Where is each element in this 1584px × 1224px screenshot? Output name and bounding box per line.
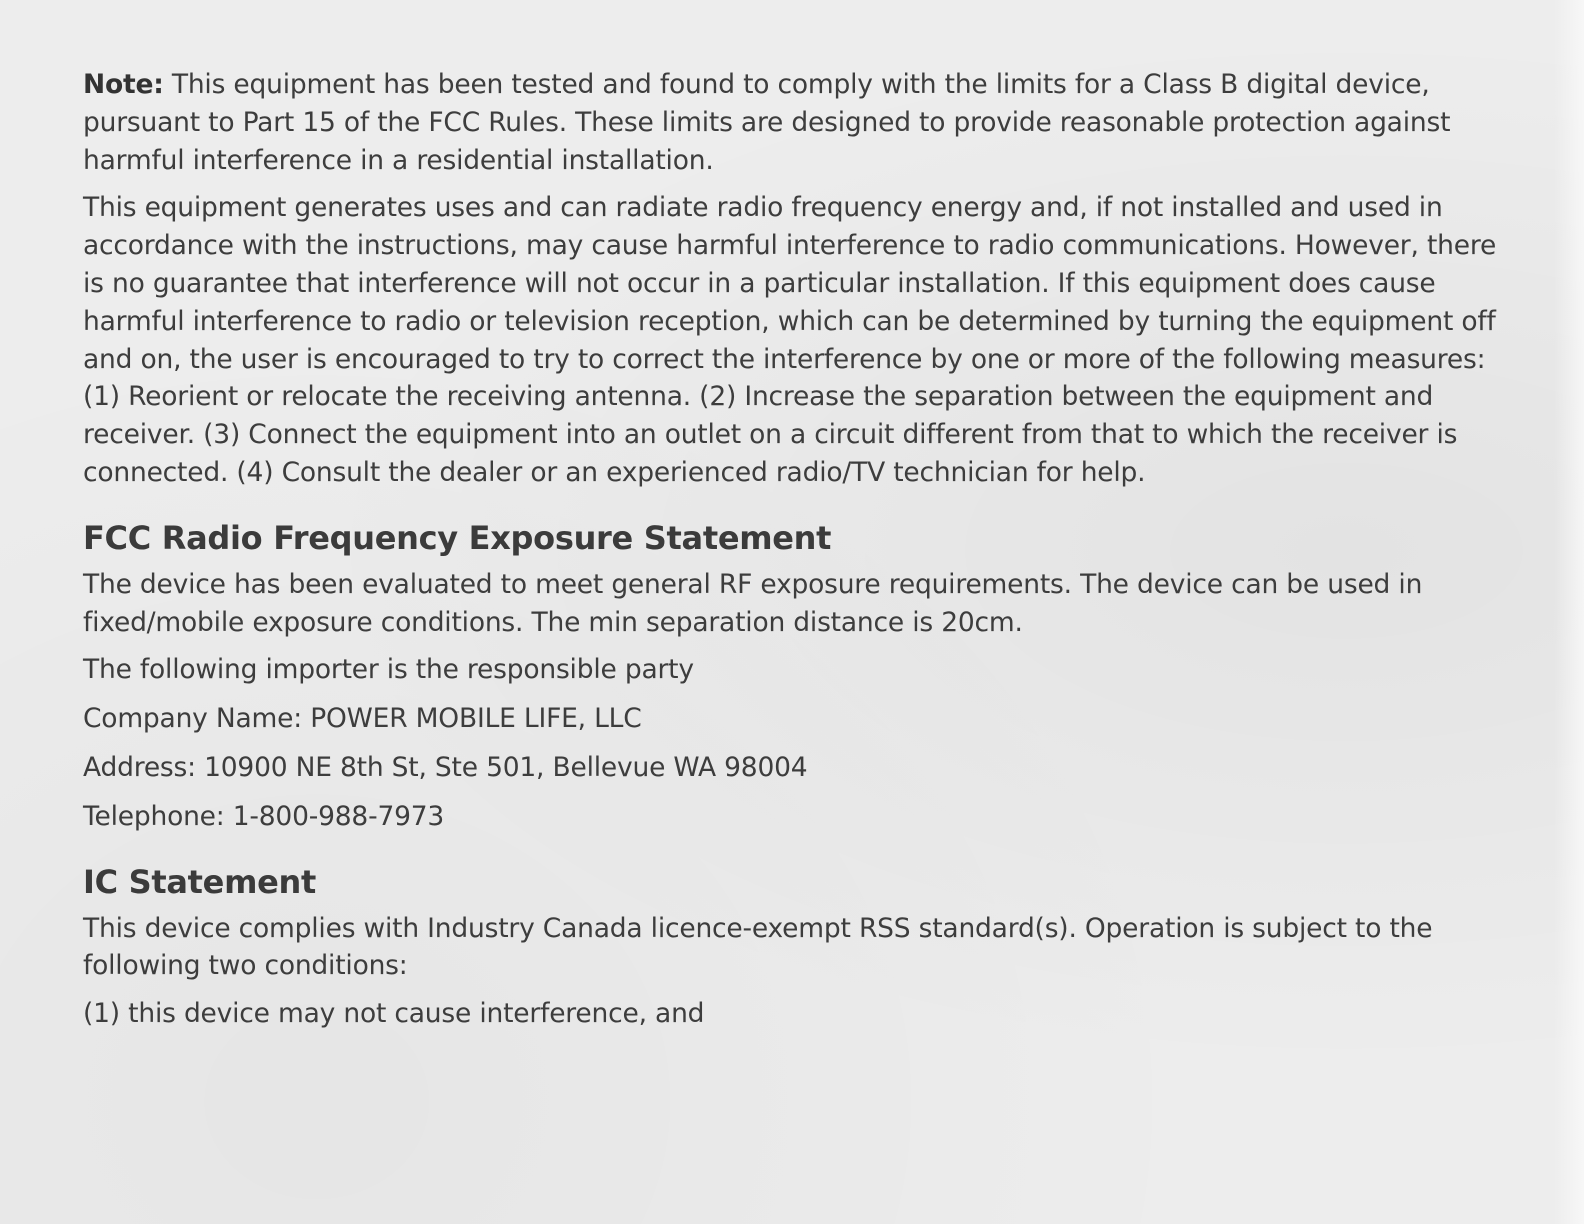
telephone-line: Telephone: 1-800-988-7973 <box>83 800 445 832</box>
interference-paragraph: This equipment generates uses and can radiate radio frequency energy and, if not installed and used in accordance with the instructions, may cause harmful interference to radio communications. However, there is no guarantee that interference will not occur in a particular installation. If this equipment does cause harmful interference to radio or television reception, which can be determined by turning the equipment off and on, the user is encouraged to try to correct the interference by one or more of the following measures: (1) Reorient or relocate the receiving antenna. (2) Increase the separation between the equipment and receiver. (3) Connect the equipment into an outlet on a circuit different from that to which the receiver is connected. (4) Consult the dealer or an experienced radio/TV technician for help. <box>83 192 1497 488</box>
ic-condition-1: (1) this device may not cause interference, and <box>83 998 705 1030</box>
note-paragraph <box>83 66 1513 179</box>
company-name-line: Company Name: POWER MOBILE LIFE, LLC <box>83 703 642 735</box>
importer-line: The following importer is the responsible party <box>83 654 694 686</box>
ic-statement-heading: IC Statement <box>83 862 316 901</box>
note-text: This equipment has been tested and found to comply with the limits for a Class B digital device, pursuant to Part 15 of the FCC Rules. These limits are designed to provide reasonable protection against harmful interference in a residential installation. <box>83 69 1451 176</box>
rf-exposure-paragraph: The device has been evaluated to meet general RF exposure requirements. The device can be used in fixed/mobile exposure conditions. The min separation distance is 20cm. <box>83 568 1423 638</box>
rf-exposure-heading: FCC Radio Frequency Exposure Statement <box>83 518 832 557</box>
document-content <box>83 66 1513 1044</box>
page-edge-shadow <box>1554 0 1584 1224</box>
address-line: Address: 10900 NE 8th St, Ste 501, Bellevue WA 98004 <box>83 751 808 783</box>
note-label: Note: <box>83 69 164 100</box>
ic-statement-paragraph: This device complies with Industry Canada licence-exempt RSS standard(s). Operation is subject to the following two conditions: <box>83 912 1433 982</box>
